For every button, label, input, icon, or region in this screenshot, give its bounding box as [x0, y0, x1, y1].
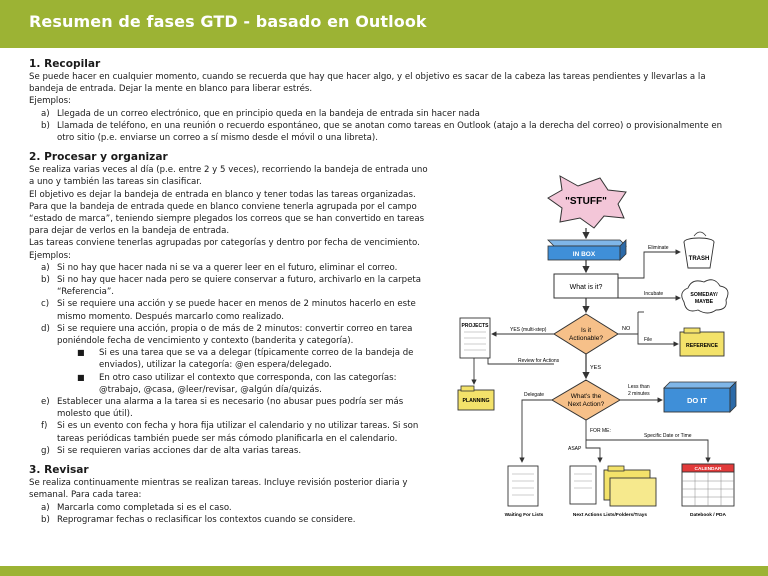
sub-list-item: [29, 372, 434, 396]
footer-bar: [0, 566, 768, 576]
list-item: [29, 514, 434, 526]
specific-date-label: Specific Date or Time: [644, 433, 692, 439]
list-marker: f): [41, 421, 48, 432]
section-heading: 2. Procesar y organizar: [29, 151, 168, 164]
someday-label: SOMEDAY/: [690, 292, 718, 298]
projects-label: PROJECTS: [461, 323, 489, 329]
paragraph: Se realiza continuamente mientras se realizan tareas. Incluye revisión posterior diaria y semanal. Para cada tarea:: [29, 478, 408, 501]
actionable-label: Actionable?: [569, 335, 603, 342]
list-item: [29, 323, 434, 347]
list-marker: g): [41, 445, 50, 456]
is-it-label: Is it: [580, 327, 592, 334]
list-text: Reprogramar fechas o reclasificar los contextos cuando se considere.: [57, 514, 356, 525]
list-text: Si no hay que hacer nada pero se quiere conservar a futuro, archivarlo en la carpeta “Referencia”.: [57, 275, 422, 298]
list-text: Si se requieren varias acciones dar de alta varias tareas.: [57, 445, 302, 456]
section-recopilar: [29, 57, 729, 144]
examples-label: Ejemplos:: [29, 250, 71, 261]
list-item: [29, 420, 434, 444]
datebook-label: Datebook / PDA: [690, 513, 726, 518]
sub-list-item: [29, 347, 434, 371]
what-is-it-label: What is it?: [569, 284, 603, 291]
section-procesar: [29, 150, 434, 526]
trash-label: TRASH: [688, 256, 710, 262]
list-marker: a): [41, 108, 50, 119]
reference-folder-icon: [680, 328, 724, 356]
next-action-diamond: [552, 380, 620, 420]
list-marker: d): [41, 323, 50, 334]
waiting-for-label: Waiting For Lists: [504, 513, 544, 518]
no-label: NO: [622, 326, 631, 332]
incubate-label: Incubate: [644, 291, 664, 297]
planning-label: PLANNING: [462, 398, 490, 404]
trash-can-icon: [684, 232, 714, 268]
for-me-label: FOR ME:: [590, 428, 611, 434]
bullet-icon: ■: [77, 348, 85, 358]
reference-label: REFERENCE: [686, 343, 718, 349]
waiting-for-list-icon: [508, 466, 538, 506]
eliminate-label: Eliminate: [648, 245, 669, 251]
list-marker: b): [41, 120, 50, 131]
two-minutes-label: 2 minutes: [628, 391, 650, 397]
paragraph: Se realiza varias veces al día (p.e. entre 2 y 5 veces), recorriendo la bandeja de entrada uno a uno y también las tareas sin clasificar.: [29, 165, 428, 188]
yes-multistep-label: YES (multi-step): [510, 327, 547, 333]
bullet-icon: ■: [77, 372, 85, 382]
arrow: [522, 400, 552, 462]
paragraph: Las tareas conviene tenerlas agrupadas por categorías y dentro por fecha de vencimiento.: [29, 238, 420, 249]
list-item: [29, 445, 434, 457]
stuff-label: "STUFF": [565, 196, 607, 207]
delegate-label: Delegate: [524, 392, 545, 398]
arrow: [586, 440, 600, 462]
inbox-label: IN BOX: [572, 251, 596, 258]
section-heading: 3. Revisar: [29, 464, 89, 477]
title-bar: [0, 0, 768, 48]
list-item: [29, 298, 434, 322]
file-label: File: [644, 337, 653, 343]
list-text: Si se requiere una acción, propia o de más de 2 minutos: convertir correo en tarea poniéndole fecha de vencimiento y contexto (banderita y categoría).: [57, 323, 413, 347]
list-marker: b): [41, 275, 50, 286]
paragraph: Para que la bandeja de entrada quede en blanco conviene tenerla agrupada por el campo “estado de marca”, teniendo siempre plegados los correos que se han convertido en tareas para dejar de verlos en la bandeja de entrada.: [29, 201, 425, 237]
list-text: Llamada de teléfono, en una reunión o recuerdo espontáneo, que se anotan como tareas en Outlook (atajo a la derecha del correo) o provisionalmente en otro sitio (p.e. enviarse un correo a sí mismo desde el móvil o una libreta).: [57, 120, 723, 144]
list-marker: c): [41, 299, 50, 310]
list-text: Si se requiere una acción y se puede hacer en menos de 2 minutos hacerlo en este mismo momento. Después marcarlo como realizado.: [57, 299, 416, 322]
less-than-label: Less than: [628, 384, 650, 390]
paragraph: Se puede hacer en cualquier momento, cuando se recuerda que hay que hacer algo, y el objetivo es sacar de la cabeza las tareas pendientes y llevarlas a la bandeja de entrada. Dejar la mente en blanco para liberar estrés.: [29, 72, 706, 95]
gtd-workflow-diagram: [448, 172, 754, 524]
list-marker: e): [41, 397, 50, 408]
list-item: [29, 120, 729, 144]
maybe-label: MAYBE: [694, 299, 714, 305]
list-text: Llegada de un correo electrónico, que en principio queda en la bandeja de entrada sin hacer nada: [57, 108, 480, 119]
next-actions-lists-icon: [570, 466, 656, 506]
list-item: [29, 108, 729, 120]
next-action-label-2: Next Action?: [567, 401, 605, 408]
list-text: Establecer una alarma a la tarea si es necesario (no abusar pues podría ser más molesto que útil).: [57, 397, 404, 420]
next-actions-lists-label: Next Actions Lists/Folders/Trays: [572, 513, 648, 518]
examples-label: Ejemplos:: [29, 96, 71, 107]
review-label: Review for Actions: [518, 358, 560, 364]
list-marker: b): [41, 514, 50, 525]
list-item: [29, 396, 434, 420]
list-text: En otro caso utilizar el contexto que corresponda, con las categorías: @trabajo, @casa, @leer/revisar, @algún día/quizás.: [99, 372, 397, 395]
list-text: Marcarla como completada si es el caso.: [57, 502, 232, 513]
list-text: Si es un evento con fecha y hora fija utilizar el calendario y no utilizar tareas. Si son tareas periódicas también puede ser más cómodo planificarla en el calendario.: [57, 421, 419, 444]
list-item: [29, 262, 434, 274]
page-title: Resumen de fases GTD - basado en Outlook: [29, 12, 427, 31]
list-marker: a): [41, 502, 50, 513]
asap-label: ASAP: [568, 446, 582, 452]
list-item: [29, 502, 434, 514]
arrow: [586, 440, 708, 462]
do-it-label: DO IT: [687, 396, 707, 405]
arrow: [618, 252, 680, 278]
section-heading: 1. Recopilar: [29, 58, 101, 70]
list-marker: a): [41, 262, 50, 273]
list-text: Si no hay que hacer nada ni se va a querer leer en el futuro, eliminar el correo.: [57, 262, 398, 273]
yes-label: YES: [590, 365, 602, 371]
paragraph: El objetivo es dejar la bandeja de entrada en blanco y tener todas las tareas organizadas.: [29, 189, 416, 200]
list-text: Si es una tarea que se va a delegar (típicamente correo de la bandeja de enviados), utilizar la categoría: @en espera/delegado.: [99, 348, 414, 371]
list-item: [29, 274, 434, 298]
is-actionable-diamond: [554, 314, 618, 354]
calendar-label: CALENDAR: [694, 467, 722, 472]
next-action-label: What's the: [570, 393, 602, 400]
